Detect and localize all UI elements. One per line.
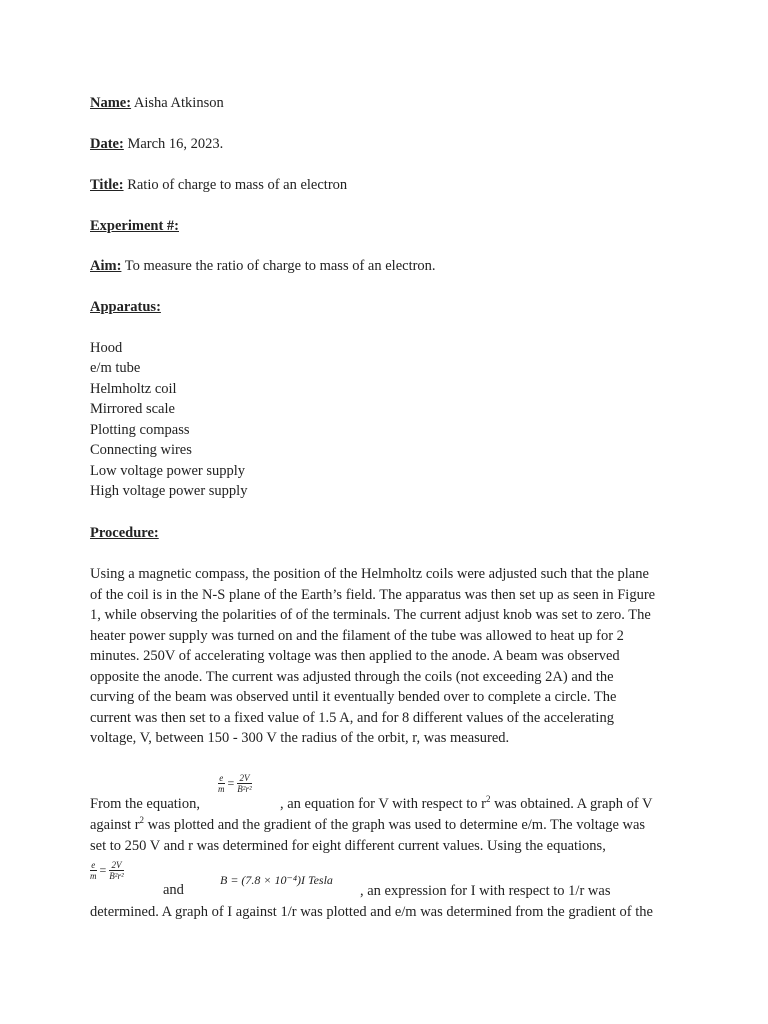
procedure-line: current was then set to a fixed value of 1.5 A, and for 8 different values of the accelerating [90,710,614,726]
em-numerator: e [91,860,96,870]
title-line [90,176,347,195]
line2-b: was plotted and the gradient of the graph was used to determine e/m. The voltage was [144,817,646,833]
name-value: Aisha Atkinson [133,95,224,111]
rhs-numerator: 2V [237,773,251,784]
apparatus-item: Connecting wires [90,442,192,458]
equation-intro-end-a: , an equation for V with respect to r [279,796,486,812]
rhs-numerator: 2V [109,860,123,871]
procedure-line: 1, while observing the polarities of of the terminals. The current adjust knob was set to zero. The [90,607,651,623]
procedure-line: voltage, V, between 150 - 300 V the radius of the orbit, r, was measured. [90,730,510,746]
superscript-2: 2 [486,794,491,805]
apparatus-item: Helmholtz coil [90,381,177,397]
procedure-heading-text: Procedure: [90,525,159,541]
and-text: and [163,882,184,898]
equation-intro-end-b: was obtained. A graph of V [490,796,653,812]
procedure-line [90,816,645,835]
name-label: Name: [90,95,132,111]
title-value: Ratio of charge to mass of an electron [127,177,348,193]
em-equation-second [90,860,124,882]
em-denominator: m [90,871,97,881]
procedure-line: curving of the beam was observed until it eventually bended over to complete a circle. The [90,689,617,705]
equals-sign: = [99,862,107,877]
em-equation [218,773,252,795]
procedure-line: minutes. 250V of accelerating voltage was then applied to the anode. A beam was observed [90,648,620,664]
expression-text: , an expression for I with respect to 1/r was [360,883,611,899]
em-denominator: m [218,784,225,794]
procedure-line: opposite the anode. The current was adjusted through the coils (not exceeding 2A) and the [90,669,614,685]
apparatus-item: e/m tube [90,360,141,376]
aim-value: To measure the ratio of charge to mass of an electron. [124,258,436,274]
aim-line [90,257,436,276]
procedure-line: of the coil is in the N-S plane of the Earth’s field. The apparatus was then set up as seen in Figure [90,587,656,603]
name-line [90,94,224,113]
apparatus-item: Mirrored scale [90,401,175,417]
equals-sign: = [227,775,235,790]
line2-a: against r [90,817,140,833]
apparatus-heading [90,298,161,317]
superscript-2: 2 [139,815,145,826]
equation-intro: From the equation, [90,796,200,812]
procedure-last-line: determined. A graph of I against 1/r was plotted and e/m was determined from the gradient of the [90,904,653,920]
procedure-heading [90,524,159,543]
aim-label: Aim: [90,258,122,274]
date-label: Date: [90,136,124,152]
apparatus-item: Low voltage power supply [90,463,246,479]
em-numerator: e [219,773,224,783]
procedure-line: Using a magnetic compass, the position of the Helmholtz coils were adjusted such that the plane [90,566,649,582]
apparatus-item: Plotting compass [90,422,190,438]
rhs-denominator: B²r² [109,871,124,881]
title-label: Title: [90,177,124,193]
date-value: March 16, 2023. [127,136,224,152]
apparatus-heading-text: Apparatus: [90,299,161,315]
date-line [90,135,223,154]
procedure-line: heater power supply was turned on and the filament of the tube was allowed to heat up for 2 [90,628,624,644]
equation-intro-line [90,795,653,814]
apparatus-item: Hood [90,340,123,356]
experiment-line [90,217,179,236]
rhs-denominator: B²r² [237,784,252,794]
b-field-equation: B = (7.8 × 10⁻⁴)I Tesla [220,873,333,887]
procedure-line: set to 250 V and r was determined for eight different current values. Using the equations, [90,838,606,854]
apparatus-item: High voltage power supply [90,483,248,499]
experiment-label: Experiment #: [90,218,179,234]
